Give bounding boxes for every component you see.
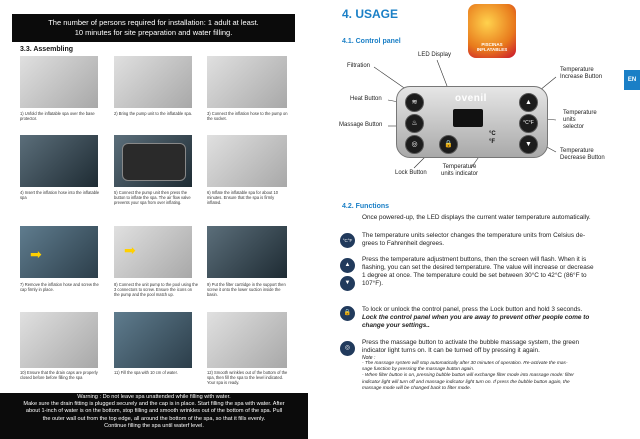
control-panel-title: 4.1. Control panel xyxy=(342,38,401,45)
function-units-selector xyxy=(362,232,632,248)
led-display xyxy=(453,109,483,127)
temp-increase-button[interactable]: ▲ xyxy=(519,93,538,112)
label-temp-increase xyxy=(560,67,602,81)
unit-celsius-indicator: °C xyxy=(489,131,496,137)
note-label: Note : xyxy=(362,355,376,361)
label-line: Temperature xyxy=(560,148,594,154)
arrow-icon: ➡ xyxy=(124,242,136,258)
step-6-caption: 6) Inflate the inflatable spa for about 10 minutes. Ensure that the spa is firmly inflated. xyxy=(207,190,279,206)
text-line: 107°F). xyxy=(362,280,384,287)
filtration-button[interactable]: ≋ xyxy=(405,93,424,112)
heat-button[interactable]: ♨ xyxy=(405,114,424,133)
function-massage xyxy=(362,339,634,392)
warning-line-5: Continue filling the spa until waterf level. xyxy=(104,422,204,429)
text-line: 1 degree at once. The temperature could be set between 30°C to 42°C (86°F to xyxy=(362,272,587,279)
label-line: Temperature xyxy=(560,67,594,73)
banner-line-1: The number of persons required for installation: 1 adult at least. xyxy=(48,18,259,27)
page-title: 4. USAGE xyxy=(342,7,399,21)
temp-units-selector-button[interactable]: °C°F xyxy=(519,114,538,133)
label-line: Increase Button xyxy=(560,74,603,80)
label-massage-button: Massage Button xyxy=(339,122,383,128)
note-line: sage function by pressing the massage button again. xyxy=(362,367,475,373)
note-line: massage mode will be changed back to filter mode. xyxy=(362,385,472,391)
step-1-caption: 1) Unfold the inflatable spa over the base protector. xyxy=(20,111,95,122)
label-temp-units-selector xyxy=(563,110,597,131)
section-title: 3.3. Assembling xyxy=(20,46,74,53)
arrow-icon: ➡ xyxy=(30,246,42,262)
function-lock xyxy=(362,306,634,330)
note-line: - The massage system will stop automatically after 30 minutes of operation. Re-activate the mas- xyxy=(362,361,568,366)
warning-line-2: Make sure the drain fitting is plugged securely and the cap is in place. Start filling the spa with water. After xyxy=(23,401,285,408)
temp-decrease-button[interactable]: ▼ xyxy=(519,135,538,154)
lock-button[interactable]: 🔒 xyxy=(439,135,458,154)
logo-text: PISCINAS INFLATABLES xyxy=(476,42,508,52)
label-line: units indicator xyxy=(441,171,479,177)
step-2-caption: 2) Bring the pump unit to the inflatable spa. xyxy=(114,111,193,116)
step-4-caption: 4) Insert the inflation hose into the inflatable spa xyxy=(20,190,100,201)
control-panel-diagram xyxy=(396,86,548,158)
step-10-caption: 10) Ensure that the drain caps are properly closed before before filling the spa xyxy=(20,370,98,381)
text-line: Press the massage button to activate the bubble massage system, the green xyxy=(362,339,580,346)
text-line: To lock or unlock the control panel, press the Lock button and hold 3 seconds. xyxy=(362,306,583,313)
functions-title: 4.2. Functions xyxy=(342,203,390,210)
text-line: Press the temperature adjustment buttons, then the screen will flash. When it is xyxy=(362,256,587,263)
step-5-caption: 5) Connect the pump unit then press the button to inflate the spa. The air flow valve prevents your spa from over inflating. xyxy=(114,190,191,206)
step-3-caption: 3) Connect the inflation hose to the pump on the socket. xyxy=(207,111,288,122)
step-8-caption: 8) Connect the unit pump to the pool using the 3 connectors to screw. Ensure the icons on the pump and the pool match up. xyxy=(114,282,198,298)
label-line: Temperature xyxy=(563,110,597,116)
label-line: Temperature xyxy=(442,164,477,170)
text-line: grees to Fahrenheit degrees. xyxy=(362,240,445,247)
label-line: units xyxy=(563,117,576,123)
step-12-caption: 12) Smooth wrinkles out of the bottom of the spa, then fill the spa to the level indicated. Your spa is ready. xyxy=(207,370,288,386)
text-line: Lock the control panel when you are away to prevent other people come to xyxy=(362,314,590,321)
label-heat-button: Heat Button xyxy=(350,96,382,102)
label-led-display: LED Display xyxy=(418,52,452,58)
label-line: selector xyxy=(563,124,585,130)
banner-line-2: 10 minutes for site preparation and water filling. xyxy=(74,28,233,37)
label-lock-button: Lock Button xyxy=(395,170,427,176)
language-tab[interactable]: EN xyxy=(624,70,640,90)
label-filtration: Filtration xyxy=(347,63,371,69)
warning-line-3: about 1-inch of water is on the bottom, stop filling and smooth wrinkles out of the bottom of the spa. Pull xyxy=(25,408,283,415)
massage-icon: ◎ xyxy=(340,341,355,356)
warning-line-1: Warning : Do not leave spa unattended while filling with water. xyxy=(77,394,231,400)
note-line: indicator light will turn off and massage indicator light turn on. If press the bubble button again, the xyxy=(362,379,570,385)
text-line: flashing, you can set the desired temperature. The value will increase or decrease xyxy=(362,264,594,271)
warning-line-4: the outer wall out from the top edge, all around the bottom of the spa, so that it fills evenly. xyxy=(42,415,266,422)
step-9-caption: 9) Put the filter cartridge in the support then screw it onto the lower suction inside the basin. xyxy=(207,282,286,298)
label-temp-units-indicator xyxy=(441,164,478,178)
label-line: Decrease Button xyxy=(560,155,605,161)
step-11-caption: 11) Fill the spa with 10 cm of water. xyxy=(114,370,178,375)
text-line: The temperature units selector changes the temperature units from Celsius de- xyxy=(362,232,586,239)
text-line: indicator light turns on. It can be turned off by pressing it again. xyxy=(362,347,540,354)
arrow-down-icon: ▼ xyxy=(340,276,355,291)
label-temp-decrease xyxy=(560,148,605,162)
note-line: - When filter button is on, pressing bubble button will exchange filter mode into massage mode: filter xyxy=(362,373,574,379)
step-7-caption: 7) Remove the inflation hose and screw the cap firmly in place. xyxy=(20,282,99,293)
function-temperature-adjust xyxy=(362,256,634,288)
unit-fahrenheit-indicator: °F xyxy=(489,139,496,145)
massage-button[interactable]: ◎ xyxy=(405,135,424,154)
text-line: change your settings.. xyxy=(362,322,430,329)
panel-brand: ovenil xyxy=(455,93,487,104)
units-selector-icon: °C°F xyxy=(340,233,355,248)
functions-intro: Once powered-up, the LED displays the current water temperature automatically. xyxy=(362,214,591,221)
arrow-up-icon: ▲ xyxy=(340,258,355,273)
lock-icon: 🔒 xyxy=(340,306,355,321)
